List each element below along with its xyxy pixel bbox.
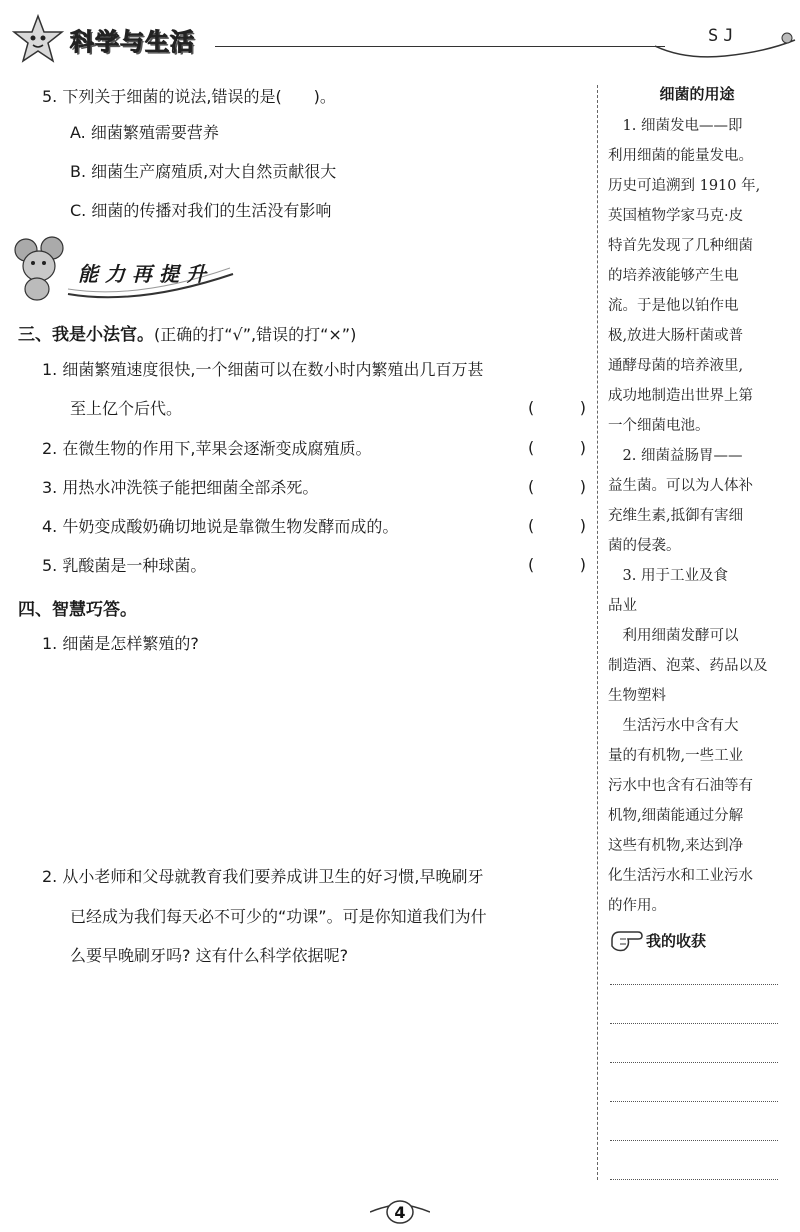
section-3-title [18,320,356,345]
sidebar-line: 历史可追溯到 1910 年, [608,178,761,194]
sidebar-line: 通酵母菌的培养液里, [608,358,744,374]
sidebar-line: 2. 细菌益肠胃—— [608,448,743,464]
section-3-heading: 三、我是小法官。 [18,325,154,345]
section-3-note: (正确的打“√”,错误的打“×”) [154,325,357,344]
sidebar-line: 品业 [608,598,637,614]
sidebar-line: 利用细菌发酵可以 [608,628,739,644]
judge-item-2: 2. 在微生物的作用下,苹果会逐渐变成腐殖质。 [42,439,372,458]
sidebar-line: 这些有机物,来达到净 [608,838,744,854]
option-b: B. 细菌生产腐殖质,对大自然贡献很大 [70,162,337,181]
qa-question-2-line3: 么要早晚刷牙吗? 这有什么科学依据呢? [70,946,349,965]
sidebar-body [608,111,786,921]
sidebar-line: 量的有机物,一些工业 [608,748,744,764]
sidebar-line: 的培养液能够产生电 [608,268,739,284]
sidebar-line: 特首先发现了几种细菌 [608,238,753,254]
answer-blank-5[interactable]: ( ) [528,555,586,574]
sidebar-line: 生活污水中含有大 [608,718,739,734]
sidebar-line: 制造酒、泡菜、药品以及 [608,658,768,674]
sidebar-line: 污水中也含有石油等有 [608,778,753,794]
answer-area-1[interactable] [42,670,582,850]
header-code: SJ [708,26,739,46]
answer-blank-3[interactable]: ( ) [528,477,586,496]
ability-label: 能力再提升 [78,262,213,286]
sidebar-line: 的作用。 [608,898,666,914]
harvest-line[interactable] [610,1101,778,1102]
sidebar-line: 流。于是他以铂作电 [608,298,739,314]
qa-question-2-line2: 已经成为我们每天必不可少的“功课”。可是你知道我们为什 [70,907,487,926]
sidebar-line: 3. 用于工业及食 [608,568,728,584]
section-4-title: 四、智慧巧答。 [18,600,137,620]
answer-blank-1[interactable]: ( ) [528,398,586,417]
sidebar-line: 益生菌。可以为人体补 [608,478,753,494]
question-5: 5. 下列关于细菌的说法,错误的是( )。 [42,87,336,106]
star-mascot-icon [10,14,66,64]
harvest-line[interactable] [610,1023,778,1024]
sidebar-title: 细菌的用途 [659,85,735,103]
qa-question-2: 2. 从小老师和父母就教育我们要养成讲卫生的好习惯,早晚刷牙 [42,867,484,886]
answer-area-2[interactable] [42,985,582,1175]
harvest-line[interactable] [610,1140,778,1141]
harvest-line[interactable] [610,984,778,985]
option-c: C. 细菌的传播对我们的生活没有影响 [70,201,332,220]
header-title: 科学与生活 [70,28,195,56]
header-rule [215,46,665,47]
option-a: A. 细菌繁殖需要营养 [70,123,219,142]
sidebar-line: 成功地制造出世界上第 [608,388,753,404]
answer-blank-4[interactable]: ( ) [528,516,586,535]
judge-item-4: 4. 牛奶变成酸奶确切地说是靠微生物发酵而成的。 [42,517,399,536]
sidebar-divider [597,85,598,1180]
sidebar-line: 化生活污水和工业污水 [608,868,753,884]
sidebar-line: 机物,细菌能通过分解 [608,808,744,824]
harvest-line[interactable] [610,1179,778,1180]
answer-blank-2[interactable]: ( ) [528,438,586,457]
judge-item-5: 5. 乳酸菌是一种球菌。 [42,556,207,575]
qa-question-1: 1. 细菌是怎样繁殖的? [42,634,199,653]
harvest-line[interactable] [610,1062,778,1063]
sidebar-line: 菌的侵袭。 [608,538,681,554]
sidebar-line: 极,放进大肠杆菌或普 [608,328,744,344]
sidebar-line: 1. 细菌发电——即 [608,118,743,134]
sidebar-line: 生物塑料 [608,688,666,704]
judge-item-1: 1. 细菌繁殖速度很快,一个细菌可以在数小时内繁殖出几百万甚 [42,360,484,379]
page-number-badge [370,1192,430,1232]
sidebar-line: 英国植物学家马克·皮 [608,208,744,224]
sidebar-line: 一个细菌电池。 [608,418,710,434]
harvest-label: 我的收获 [646,932,707,950]
sidebar-line: 充维生素,抵御有害细 [608,508,744,524]
judge-item-1-cont: 至上亿个后代。 [70,399,183,418]
page-number: 4 [394,1203,406,1222]
sidebar-line: 利用细菌的能量发电。 [608,148,753,164]
judge-item-3: 3. 用热水冲洗筷子能把细菌全部杀死。 [42,478,319,497]
pointing-hand-icon [608,926,644,954]
